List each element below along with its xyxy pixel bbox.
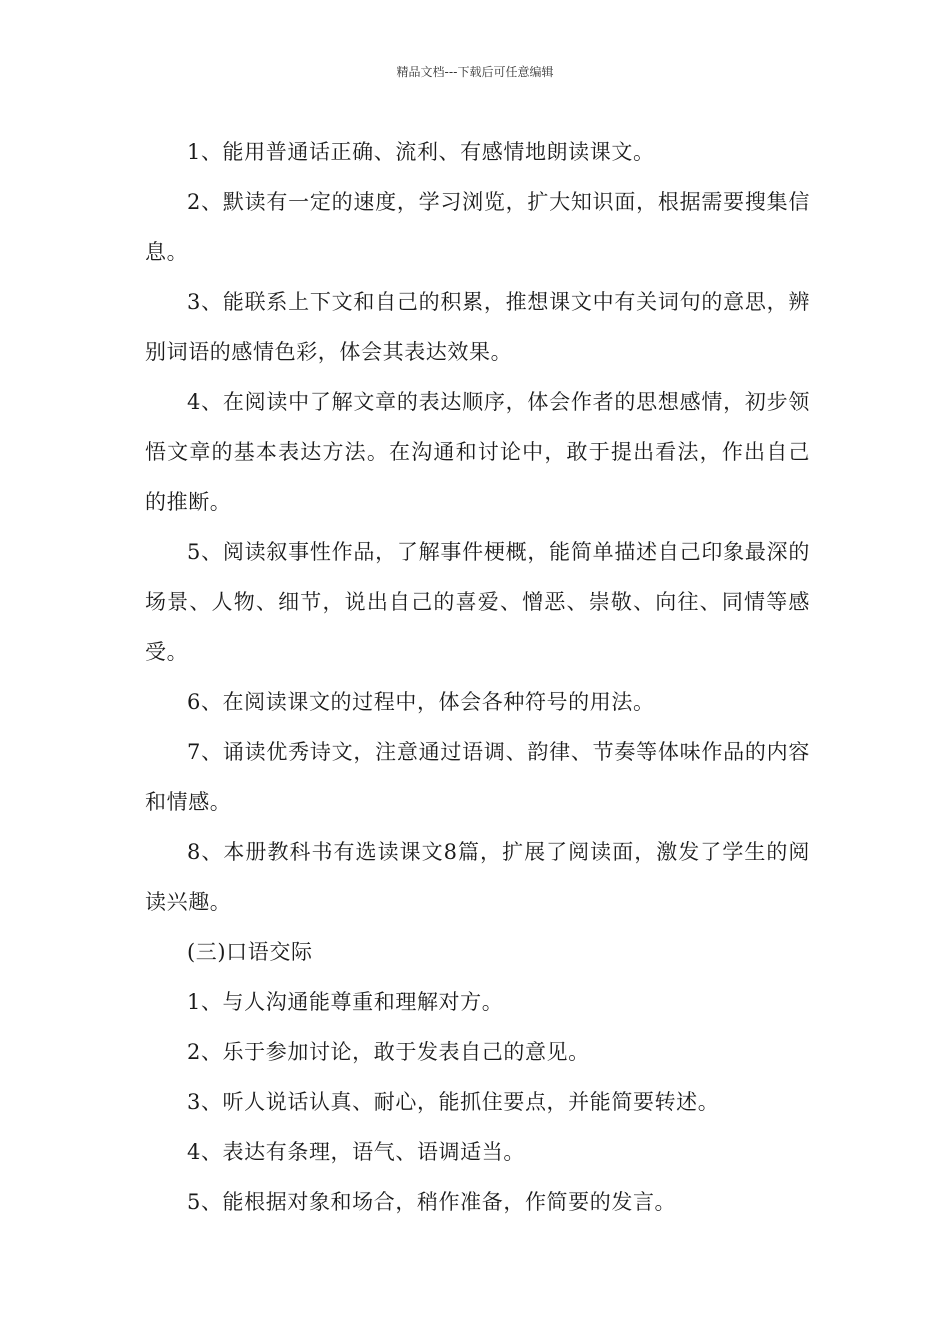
paragraph-1: 1、能用普通话正确、流利、有感情地朗读课文。: [187, 140, 655, 164]
paragraph-6: 6、在阅读课文的过程中，体会各种符号的用法。: [187, 690, 655, 714]
paragraph-8: 8、本册教科书有选读课文8篇，扩展了阅读面，激发了学生的阅读兴趣。: [145, 840, 810, 914]
paragraph-10: 2、乐于参加讨论，敢于发表自己的意见。: [187, 1040, 590, 1064]
document-body: [145, 127, 810, 1227]
page-header: 精品文档---下载后可任意编辑: [396, 65, 554, 79]
paragraph-3: 3、能联系上下文和自己的积累，推想课文中有关词句的意思，辨别词语的感情色彩，体会其表达效果。: [145, 290, 810, 364]
section-heading-oral-communication: (三)口语交际: [187, 940, 313, 964]
paragraph-13: 5、能根据对象和场合，稍作准备，作简要的发言。: [187, 1190, 677, 1214]
paragraph-9: 1、与人沟通能尊重和理解对方。: [187, 990, 504, 1014]
paragraph-11: 3、听人说话认真、耐心，能抓住要点，并能简要转述。: [187, 1090, 720, 1114]
paragraph-5: 5、阅读叙事性作品，了解事件梗概，能简单描述自己印象最深的场景、人物、细节，说出自己的喜爱、憎恶、崇敬、向往、同情等感受。: [145, 540, 810, 664]
paragraph-7: 7、诵读优秀诗文，注意通过语调、韵律、节奏等体味作品的内容和情感。: [145, 740, 810, 814]
paragraph-4: 4、在阅读中了解文章的表达顺序，体会作者的思想感情，初步领悟文章的基本表达方法。在沟通和讨论中，敢于提出看法，作出自己的推断。: [145, 390, 810, 514]
paragraph-12: 4、表达有条理，语气、语调适当。: [187, 1140, 525, 1164]
paragraph-2: 2、默读有一定的速度，学习浏览，扩大知识面，根据需要搜集信息。: [145, 190, 810, 264]
